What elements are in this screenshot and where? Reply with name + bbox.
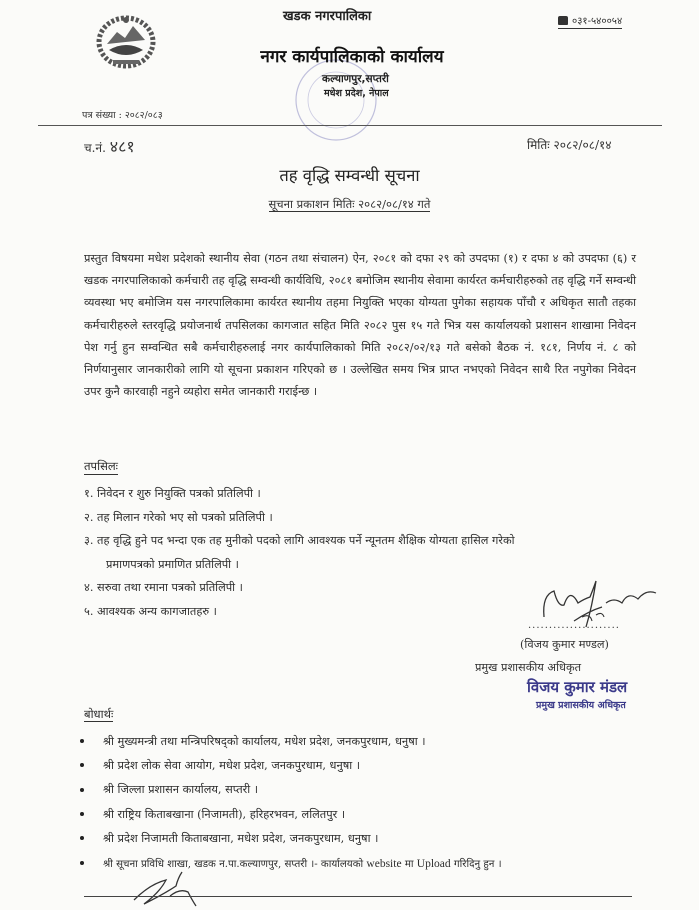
bullet-icon xyxy=(80,812,84,816)
recipient-mid: मा xyxy=(404,858,414,870)
list-item: ५. आवश्यक अन्य कागजातहरु । xyxy=(84,604,217,618)
reference-number: पत्र संख्या : २०८२/०८३ xyxy=(82,110,163,121)
stamp-signer-title: प्रमुख प्रशासकीय अधिकृत xyxy=(536,700,626,711)
signer-name: (विजय कुमार मण्डल) xyxy=(520,638,609,651)
initial-signature-icon xyxy=(130,870,220,910)
recipient: श्री मुख्यमन्त्री तथा मन्त्रिपरिषद्को कार्यालय, मधेश प्रदेश, जनकपुरधाम, धनुषा । xyxy=(103,734,426,748)
phone-contact xyxy=(558,13,622,29)
list-item: ३. तह वृद्धि हुने पद भन्दा एक तह मुनीको पदको लागि आवश्यक पर्ने न्यूनतम शैक्षिक योग्यता हासिल गरेको xyxy=(84,534,515,547)
upload-word: Upload xyxy=(416,857,451,870)
recipient: श्री राष्ट्रिय किताबखाना (निजामती), हरिहरभवन, ललितपुर । xyxy=(103,807,346,821)
office-address-line2: मधेश प्रदेश, नेपाल xyxy=(324,88,389,99)
letter-date: मितिः २०८२/०८/१४ xyxy=(527,138,612,152)
phone-number: ०३१-५४००५४ xyxy=(572,16,623,27)
header-divider xyxy=(38,125,662,126)
office-name: नगर कार्यपालिकाको कार्यालय xyxy=(260,47,444,67)
list-item xyxy=(80,826,680,850)
notice-title: तह वृद्धि सम्वन्धी सूचना xyxy=(279,166,420,185)
stamp-signer-name: विजय कुमार मंडल xyxy=(527,678,628,696)
telephone-icon xyxy=(558,16,568,25)
list-item xyxy=(80,753,680,777)
publish-date xyxy=(0,197,699,212)
list-item-continuation: प्रमाणपत्रको प्रमाणित प्रतिलिपी । xyxy=(106,557,239,571)
office-address-line1: कल्याणपुर,सप्तरी xyxy=(322,73,389,85)
list-item xyxy=(80,729,680,753)
distribution-list xyxy=(80,729,680,875)
list-item: २. तह मिलान गरेको भए सो पत्रको प्रतिलिपी । xyxy=(84,510,273,524)
municipality-name: खडक नगरपालिका xyxy=(283,9,372,24)
footer-divider xyxy=(84,896,632,897)
publish-date-text: सूचना प्रकाशन मितिः २०८२/०८/१४ गते xyxy=(268,197,431,211)
notice-body: प्रस्तुत विषयमा मधेश प्रदेशको स्थानीय सेवा (गठन तथा संचालन) ऐन, २०८१ को दफा २९ को उपदफा (१) र दफा ४ को उपदफा (६) र खडक नगरपालिकाको कर्मचारी तह वृद्धि सम्वन्धी कार्यविधि, २०८१ बमोजिम स्थानीय सेवामा कार्यरत कर्मचारीहरुको तह वृद्धि गर्ने सम्वन्धी व्यवस्था भए बमोजिम यस नगरपालिकामा कार्यरत स्थानीय तहमा नियुक्ति भएका योग्यता पुगेका सहायक पाँचौ र अधिकृत सातौ तहका कर्मचारीहरुले स्तरवृद्धि प्रयोजनार्थ तपसिलका कागजात सहित मिति २०८२ पुस १५ गते भित्र यस कार्यालयको प्रशासन शाखामा निवेदन पेश गर्नु हुन सम्वन्धित सबै कर्मचारीहरुलाई नगर कार्यपालिकाको मिति २०८२/०२/१३ गते बसेको बैठक नं. १८१, निर्णय नं. ८ को निर्णयानुसार जानकारीको लागि यो सूचना प्रकाशन गरिएको छ । उल्लेखित समय भित्र प्राप्त नभएको निवेदन साथै रित नपुगेका निवेदन उपर कुनै कारवाही नहुने व्यहोरा समेत जानकारी गराईन्छ । xyxy=(84,252,636,399)
bullet-icon xyxy=(80,788,84,792)
bullet-icon xyxy=(80,763,84,767)
recipient-suffix: गरिदिनु हुन । xyxy=(453,858,502,870)
recipient: श्री प्रदेश निजामती किताबखाना, मधेश प्रदेश, जनकपुरधाम, धनुषा । xyxy=(103,831,379,845)
attachments-heading: तपसिलः xyxy=(84,459,118,473)
list-item: ४. सरुवा तथा रमाना पत्रको प्रतिलिपी । xyxy=(84,581,243,594)
distribution-heading: बोधार्थः xyxy=(84,707,114,721)
recipient-prefix: श्री सूचना प्रविधि शाखा, खडक न.पा.कल्याणपुर, सप्तरी ।- कार्यालयको xyxy=(103,858,364,870)
bullet-icon xyxy=(80,739,84,743)
bullet-icon xyxy=(80,861,84,865)
recipient: श्री प्रदेश लोक सेवा आयोग, मधेश प्रदेश, जनकपुरधाम, धनुषा । xyxy=(103,758,361,772)
list-item xyxy=(80,802,680,826)
dispatch-number xyxy=(84,135,135,157)
bullet-icon xyxy=(80,836,84,840)
dispatch-number-value: ४८१ xyxy=(109,137,135,156)
recipient: श्री जिल्ला प्रशासन कार्यालय, सप्तरी । xyxy=(103,783,259,797)
dispatch-label: च.नं. xyxy=(84,141,106,155)
list-item: १. निवेदन र शुरु नियुक्ति पत्रको प्रतिलिपी । xyxy=(84,487,261,500)
signer-title: प्रमुख प्रशासकीय अधिकृत xyxy=(475,661,582,674)
recipient xyxy=(103,856,502,870)
signature-line: ...................... xyxy=(528,620,620,631)
nepal-emblem-icon xyxy=(95,14,157,70)
list-item xyxy=(80,778,680,802)
website-word: website xyxy=(366,857,402,870)
